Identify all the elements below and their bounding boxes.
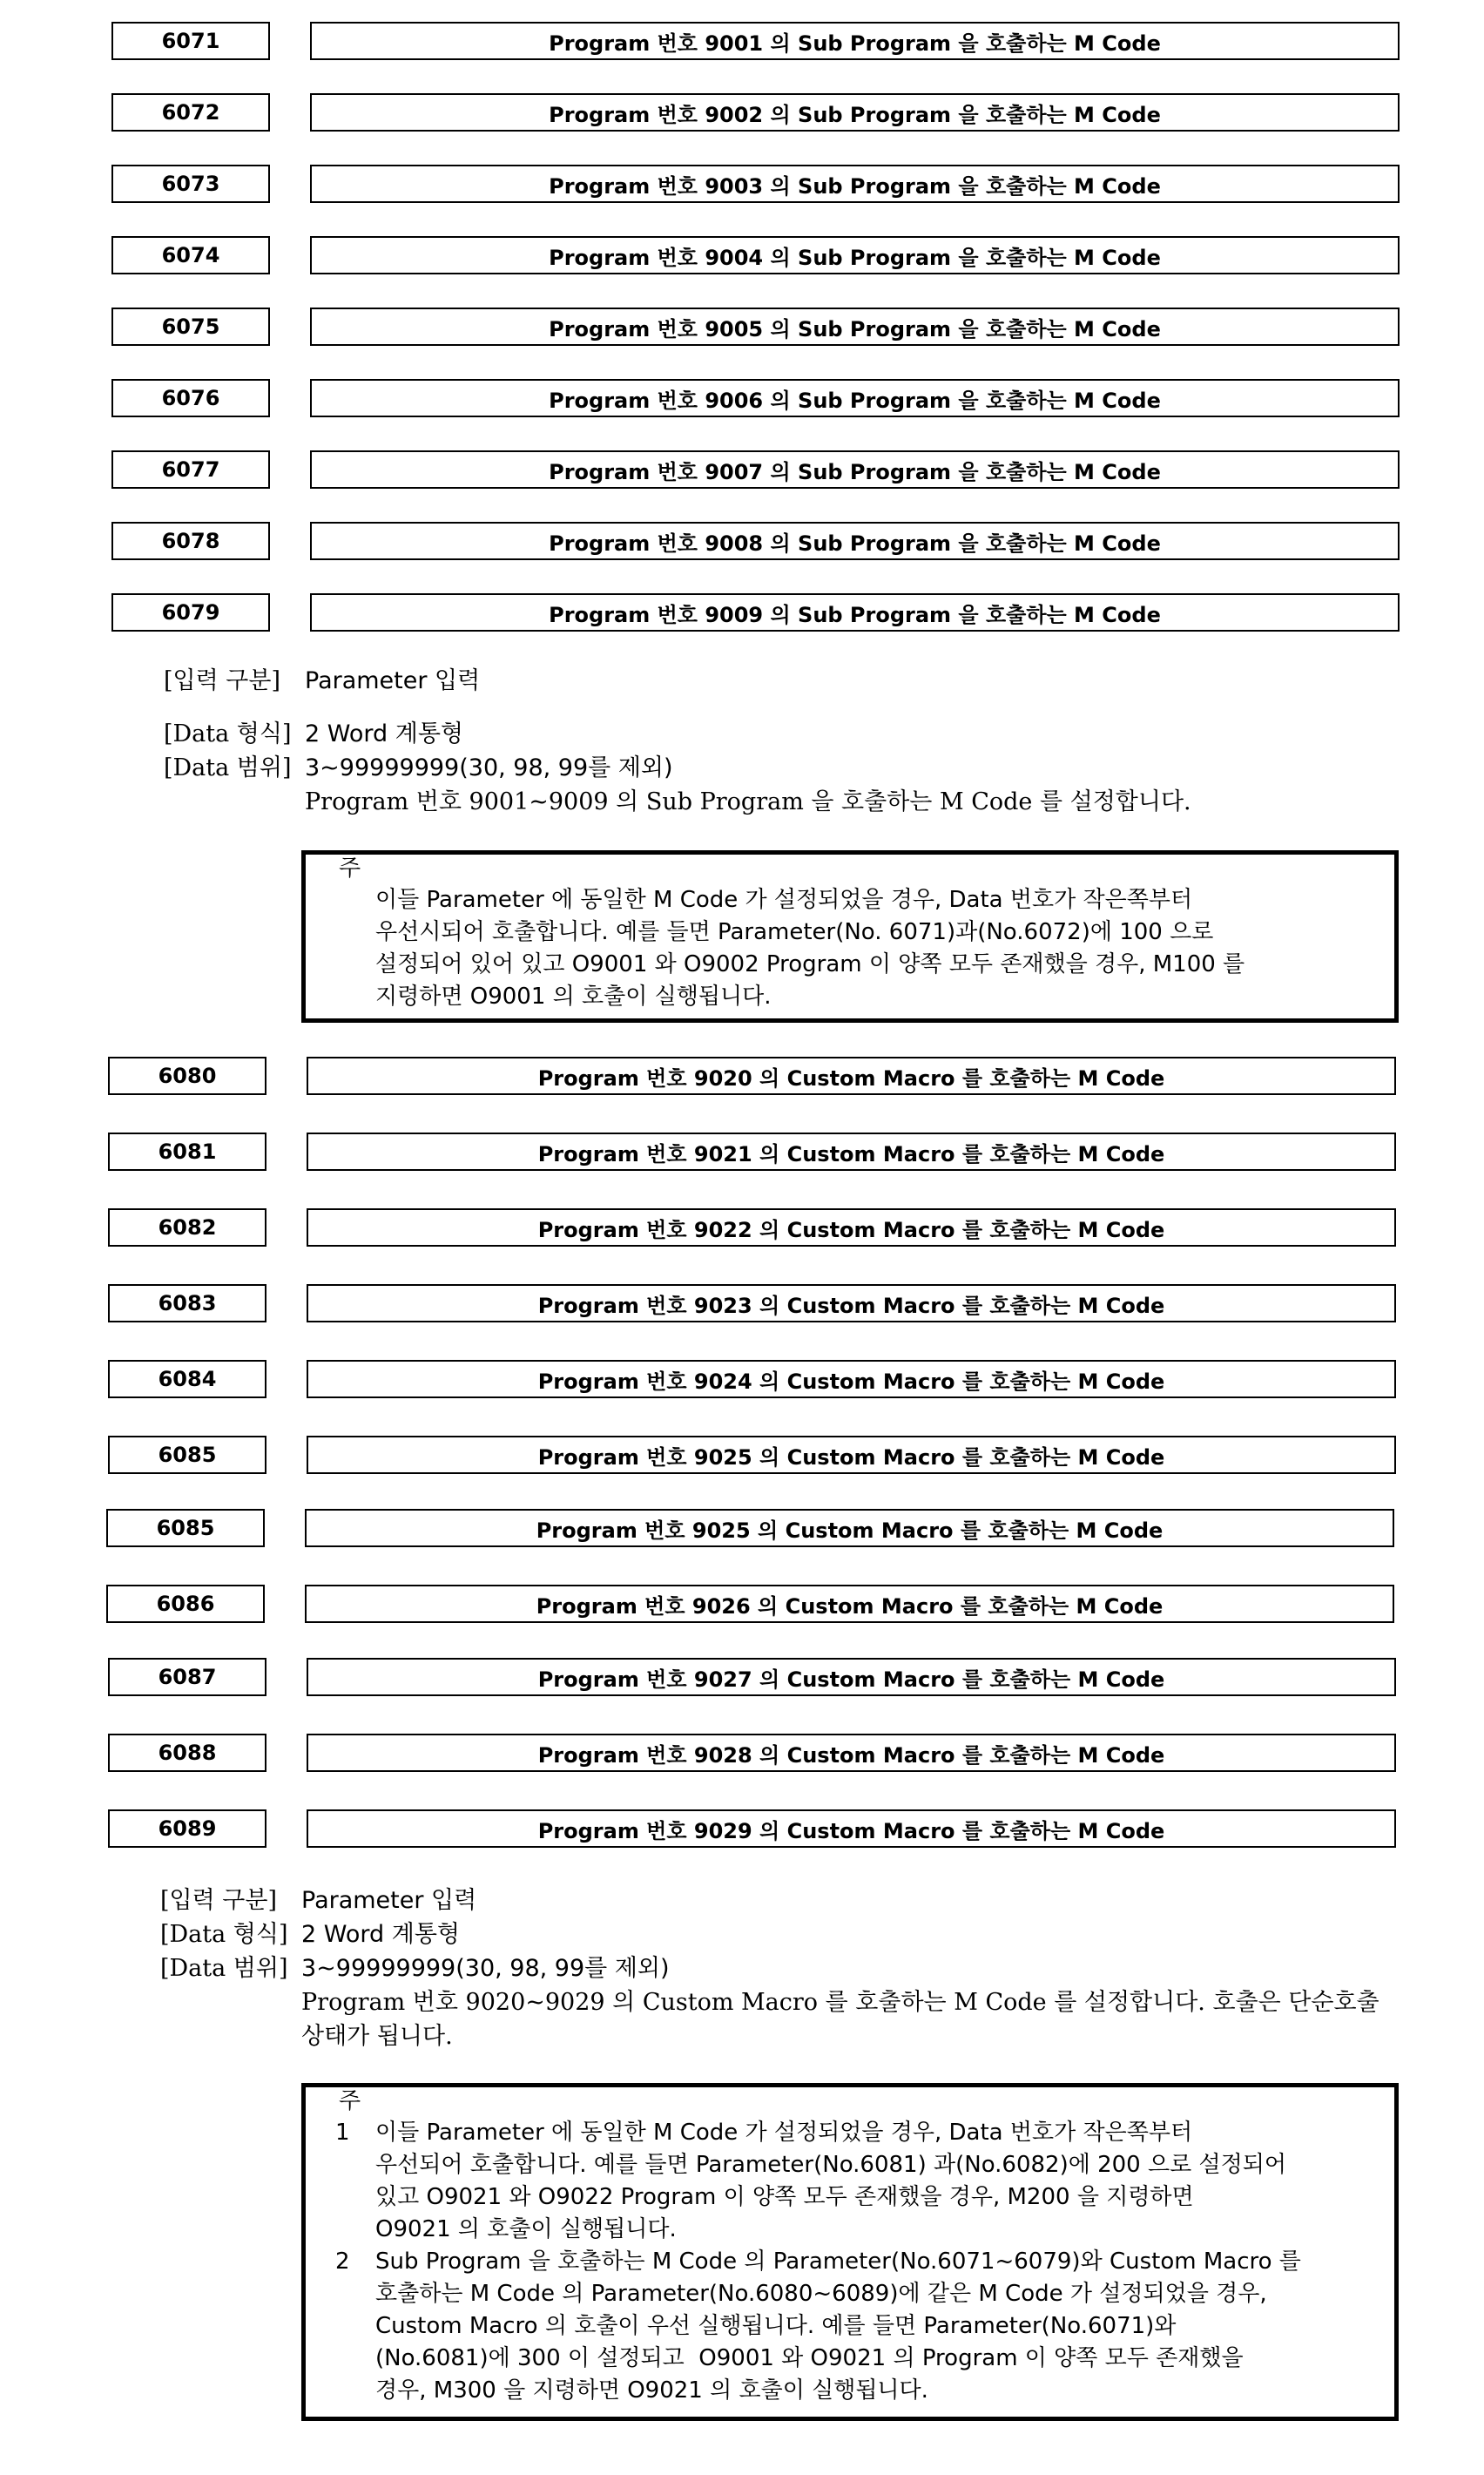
note-line: 우선되어 호출합니다. 예를 들면 Parameter(No.6081) 과(No.6082)에 200 으로 설정되어 (375, 2152, 1286, 2178)
note-line: 이들 Parameter 에 동일한 M Code 가 설정되었을 경우, Data 번호가 작은쪽부터 (375, 887, 1193, 913)
note-line: Custom Macro 의 호출이 우선 실행됩니다. 예를 들면 Parameter(No.6071)와 (375, 2313, 1177, 2339)
param-number: 6077 (111, 450, 270, 489)
param-description: Program 번호 9029 의 Custom Macro 를 호출하는 M Code (307, 1809, 1396, 1848)
param-number: 6080 (108, 1057, 266, 1095)
param-description: Program 번호 9026 의 Custom Macro 를 호출하는 M Code (305, 1585, 1394, 1623)
param-number: 6085 (106, 1509, 265, 1547)
input-type-line (164, 664, 480, 698)
data-format-line (164, 717, 1191, 751)
input-type-label: [입력 구분] (164, 667, 280, 694)
param-number: 6085 (108, 1436, 266, 1474)
data-format-label: [Data 형식] (164, 720, 292, 747)
note-box (301, 850, 1399, 1023)
param-number: 6083 (108, 1284, 266, 1322)
note-line: 경우, M300 을 지령하면 O9021 의 호출이 실행됩니다. (375, 2377, 928, 2404)
note-item-number: 1 (335, 2120, 350, 2146)
param-number: 6073 (111, 165, 270, 203)
param-number: 6078 (111, 522, 270, 560)
note-item (375, 2117, 1286, 2246)
note-item (375, 2246, 1301, 2407)
param-number: 6079 (111, 593, 270, 632)
note-line: O9021 의 호출이 실행됩니다. (375, 2216, 677, 2242)
note-line: 있고 O9021 와 O9022 Program 이 양쪽 모두 존재했을 경우, M200 을 지령하면 (375, 2184, 1194, 2210)
data-format-value: 2 Word 계통형 (305, 720, 463, 747)
param-number: 6081 (108, 1133, 266, 1171)
param-description: Program 번호 9027 의 Custom Macro 를 호출하는 M Code (307, 1658, 1396, 1696)
param-info-block (160, 1883, 1379, 2053)
param-description: Program 번호 9022 의 Custom Macro 를 호출하는 M Code (307, 1208, 1396, 1247)
note-line: 우선시되어 호출합니다. 예를 들면 Parameter(No. 6071)과(No.6072)에 100 으로 (375, 919, 1214, 945)
param-number: 6089 (108, 1809, 266, 1848)
param-number: 6088 (108, 1734, 266, 1772)
param-description: Program 번호 9005 의 Sub Program 을 호출하는 M Code (310, 308, 1400, 346)
param-description: Program 번호 9020 의 Custom Macro 를 호출하는 M Code (307, 1057, 1396, 1095)
param-description: Program 번호 9001 의 Sub Program 을 호출하는 M Code (310, 22, 1400, 60)
data-range-value: 3~99999999(30, 98, 99를 제외) (301, 1955, 670, 1982)
note-line: 설정되어 있어 있고 O9001 와 O9002 Program 이 양쪽 모두 존재했을 경우, M100 를 (375, 951, 1245, 977)
param-description: Program 번호 9021 의 Custom Macro 를 호출하는 M Code (307, 1133, 1396, 1171)
param-number: 6084 (108, 1360, 266, 1398)
note-line: 지령하면 O9001 의 호출이 실행됩니다. (375, 984, 772, 1010)
param-description: Program 번호 9028 의 Custom Macro 를 호출하는 M Code (307, 1734, 1396, 1772)
note-item-number: 2 (335, 2248, 350, 2275)
data-range-value: 3~99999999(30, 98, 99를 제외) (305, 754, 673, 781)
param-description-text: 상태가 됩니다. (301, 2023, 453, 2050)
param-number: 6076 (111, 379, 270, 417)
param-number: 6075 (111, 308, 270, 346)
param-description: Program 번호 9004 의 Sub Program 을 호출하는 M Code (310, 236, 1400, 274)
param-number: 6082 (108, 1208, 266, 1247)
param-description: Program 번호 9025 의 Custom Macro 를 호출하는 M Code (305, 1509, 1394, 1547)
data-format-line (160, 1917, 1379, 1951)
input-type-label: [입력 구분] (160, 1887, 277, 1914)
param-info-block (164, 717, 1191, 819)
param-description: Program 번호 9023 의 Custom Macro 를 호출하는 M Code (307, 1284, 1396, 1322)
data-range-label: [Data 범위] (164, 754, 292, 781)
param-description-text: Program 번호 9001~9009 의 Sub Program 을 호출하는 M Code 를 설정합니다. (305, 788, 1191, 815)
data-format-value: 2 Word 계통형 (301, 1921, 460, 1948)
note-box (301, 2083, 1399, 2421)
data-range-label: [Data 범위] (160, 1955, 288, 1982)
param-number: 6087 (108, 1658, 266, 1696)
note-line: 호출하는 M Code 의 Parameter(No.6080~6089)에 같은 M Code 가 설정되었을 경우, (375, 2281, 1267, 2307)
data-format-label: [Data 형식] (160, 1921, 288, 1948)
note-line: Sub Program 을 호출하는 M Code 의 Parameter(No.6071~6079)와 Custom Macro 를 (375, 2248, 1301, 2275)
param-info-block (164, 664, 480, 698)
param-description: Program 번호 9025 의 Custom Macro 를 호출하는 M Code (307, 1436, 1396, 1474)
param-description: Program 번호 9002 의 Sub Program 을 호출하는 M Code (310, 93, 1400, 132)
data-range-line (160, 1951, 1379, 1985)
input-type-line (160, 1883, 1379, 1917)
input-type-value: Parameter 입력 (301, 1887, 477, 1914)
param-description: Program 번호 9009 의 Sub Program 을 호출하는 M Code (310, 593, 1400, 632)
param-number: 6074 (111, 236, 270, 274)
param-description: Program 번호 9008 의 Sub Program 을 호출하는 M Code (310, 522, 1400, 560)
param-description: Program 번호 9024 의 Custom Macro 를 호출하는 M Code (307, 1360, 1396, 1398)
note-heading: 주 (339, 855, 361, 882)
param-description-text: Program 번호 9020~9029 의 Custom Macro 를 호출하는 M Code 를 설정합니다. 호출은 단순호출 (301, 1989, 1379, 2016)
note-line: (No.6081)에 300 이 설정되고 O9001 와 O9021 의 Program 이 양쪽 모두 존재했을 (375, 2345, 1244, 2371)
param-description: Program 번호 9007 의 Sub Program 을 호출하는 M Code (310, 450, 1400, 489)
note-heading: 주 (339, 2088, 361, 2114)
param-number: 6086 (106, 1585, 265, 1623)
note-paragraph (375, 884, 1245, 1013)
input-type-value: Parameter 입력 (305, 667, 481, 694)
note-line: 이들 Parameter 에 동일한 M Code 가 설정되었을 경우, Data 번호가 작은쪽부터 (375, 2120, 1193, 2146)
param-number: 6072 (111, 93, 270, 132)
param-description: Program 번호 9003 의 Sub Program 을 호출하는 M Code (310, 165, 1400, 203)
data-range-line (164, 751, 1191, 785)
param-number: 6071 (111, 22, 270, 60)
param-description: Program 번호 9006 의 Sub Program 을 호출하는 M Code (310, 379, 1400, 417)
